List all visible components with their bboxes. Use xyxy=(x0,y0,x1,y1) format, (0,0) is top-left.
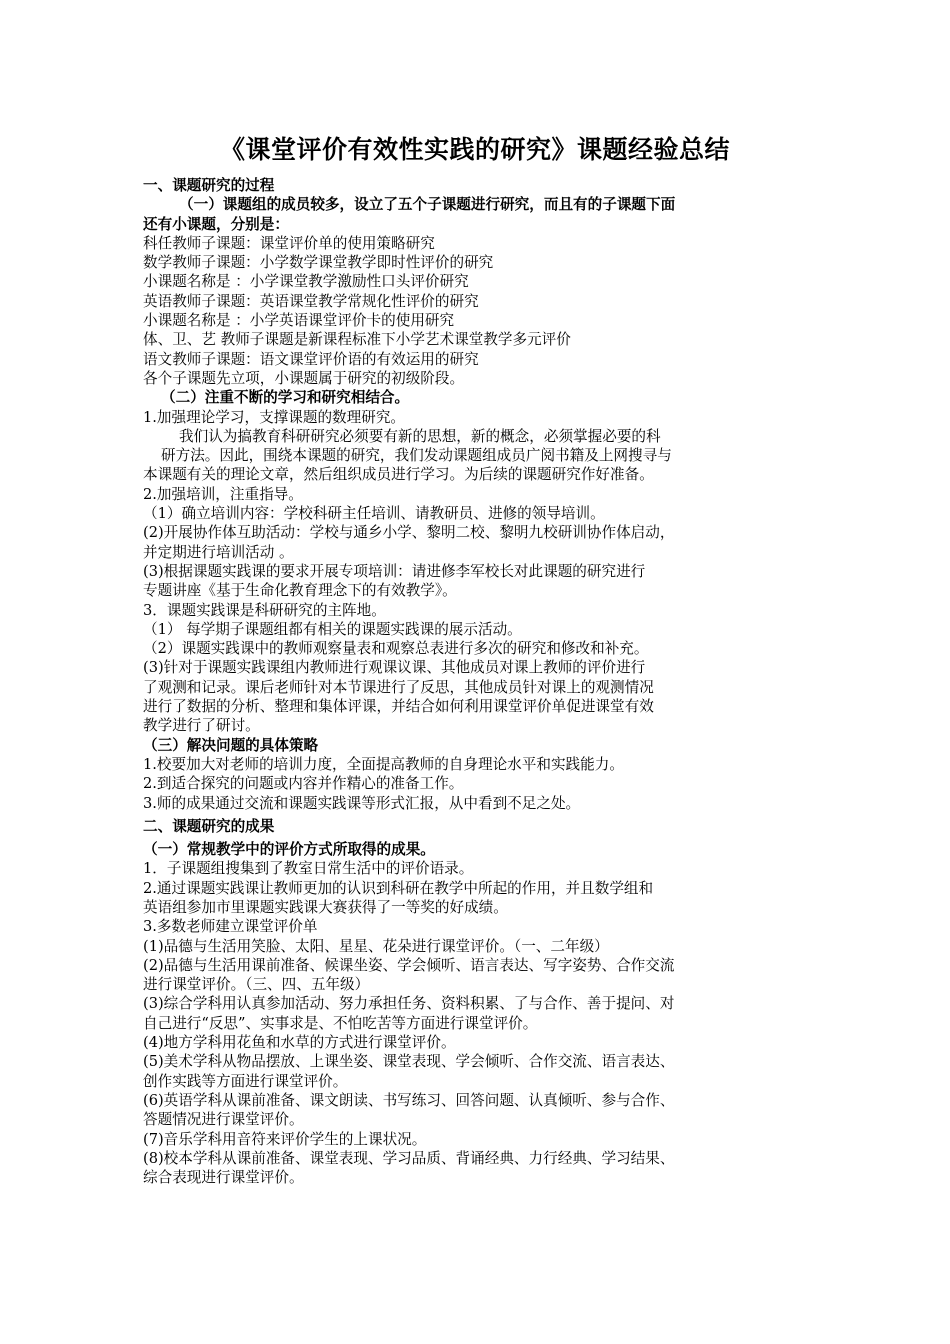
text-line: 我们认为搞教育科研研究必须要有新的思想，新的概念，必须掌握必要的科 xyxy=(179,427,661,445)
text-line: （1）确立培训内容：学校科研主任培训、请教研员、进修的领导培训。 xyxy=(143,505,605,523)
text-line: 语文教师子课题：语文课堂评价语的有效运用的研究 xyxy=(143,350,479,368)
text-line: 各个子课题先立项，小课题属于研究的初级阶段。 xyxy=(143,369,465,387)
section-heading: 二、课题研究的成果 xyxy=(143,817,275,835)
text-line: 3．课题实践课是科研研究的主阵地。 xyxy=(143,601,386,619)
text-line: (3)根据课题实践课的要求开展专项培训：请进修李军校长对此课题的研究进行 xyxy=(143,562,646,580)
text-line: (1)品德与生活用笑脸、太阳、星星、花朵进行课堂评价。（一、二年级） xyxy=(143,937,609,955)
text-line: 体、卫、艺 教师子课题是新课程标准下小学艺术课堂教学多元评价 xyxy=(143,331,571,349)
text-line: 1.校要加大对老师的培训力度，全面提高教师的自身理论水平和实践能力。 xyxy=(143,755,624,773)
text-line: （2）课题实践课中的教师观察量表和观察总表进行多次的研究和修改和补充。 xyxy=(143,640,649,658)
text-line: 综合表现进行课堂评价。 xyxy=(143,1169,304,1187)
document-body xyxy=(143,176,813,1187)
text-line: 了观测和记录。课后老师针对本节课进行了反思，其他成员针对课上的观测情况 xyxy=(143,678,654,696)
text-line: 小课题名称是 ：小学英语课堂评价卡的使用研究 xyxy=(143,312,455,330)
section-heading: 一、课题研究的过程 xyxy=(143,177,275,194)
text-line: 英语教师子课题：英语课堂教学常规化性评价的研究 xyxy=(143,292,479,310)
text-line: （1） 每学期子课题组都有相关的课题实践课的展示活动。 xyxy=(143,620,522,638)
text-line: 自己进行“反思”、实事求是、不怕吃苦等方面进行课堂评价。 xyxy=(143,1014,538,1032)
text-line: 数学教师子课题：小学数学课堂教学即时性评价的研究 xyxy=(143,254,494,272)
text-line: 专题讲座《基于生命化教育理念下的有效教学》。 xyxy=(143,582,457,600)
text-line: (3)针对于课题实践课组内教师进行观课议课、其他成员对课上教师的评价进行 xyxy=(143,659,646,677)
text-line: (3)综合学科用认真参加活动、努力承担任务、资料积累、了与合作、善于提问、对 xyxy=(143,995,675,1013)
text-line: 1.加强理论学习，支撑课题的数理研究。 xyxy=(143,408,406,426)
text-line: 进行课堂评价。（三、四、五年级） xyxy=(143,976,370,994)
text-line: 科任教师子课题：课堂评价单的使用策略研究 xyxy=(143,234,435,252)
text-line: 创作实践等方面进行课堂评价。 xyxy=(143,1072,348,1090)
text-line: 2.通过课题实践课让教师更加的认识到科研在教学中所起的作用，并且数学组和 xyxy=(143,879,654,897)
text-line: (5)美术学科从物品摆放、上课坐姿、课堂表现、学会倾听、合作交流、语言表达、 xyxy=(143,1053,675,1071)
text-line: (7)音乐学科用音符来评价学生的上课状况。 xyxy=(143,1130,427,1148)
text-line: 1．子课题组搜集到了教室日常生活中的评价语录。 xyxy=(143,860,474,878)
text-line: 研方法。因此，围绕本课题的研究，我们发动课题组成员广阅书籍及上网搜寻与 xyxy=(161,447,672,465)
text-line: (2)品德与生活用课前准备、候课坐姿、学会倾听、语言表达、写字姿势、合作交流 xyxy=(143,956,675,974)
text-line: 2.到适合探究的问题或内容并作精心的准备工作。 xyxy=(143,775,464,793)
document-title: 《课堂评价有效性实践的研究》课题经验总结 xyxy=(219,135,730,164)
text-line: 3.师的成果通过交流和课题实践课等形式汇报，从中看到不足之处。 xyxy=(143,794,581,812)
text-line: 小课题名称是 ：小学课堂教学激励性口头评价研究 xyxy=(143,273,469,291)
text-line: (2)开展协作体互助活动：学校与通乡小学、黎明二校、黎明九校研训协作体启动， xyxy=(143,524,675,542)
text-line: 英语组参加市里课题实践课大赛获得了一等奖的好成绩。 xyxy=(143,898,508,916)
section-heading: （三）解决问题的具体策略 xyxy=(143,736,319,754)
text-line: 教学进行了研讨。 xyxy=(143,717,260,735)
section-heading: （一）课题组的成员较多，设立了五个子课题进行研究，而且有的子课题下面 xyxy=(179,196,676,214)
text-line: 并定期进行培训活动 。 xyxy=(143,543,294,561)
text-line: 本课题有关的理论文章，然后组织成员进行学习。为后续的课题研究作好准备。 xyxy=(143,466,654,484)
text-line: 2.加强培训，注重指导。 xyxy=(143,485,303,503)
text-line: (6)英语学科从课前准备、课文朗读、书写练习、回答问题、认真倾听、参与合作、 xyxy=(143,1091,675,1109)
text-line: 3.多数老师建立课堂评价单 xyxy=(143,918,318,936)
text-line: (8)校本学科从课前准备、课堂表现、学习品质、背诵经典、力行经典、学习结果、 xyxy=(143,1149,675,1167)
section-heading: （二）注重不断的学习和研究相结合。 xyxy=(161,389,410,407)
section-heading: 还有小课题，分别是： xyxy=(143,215,289,233)
text-line: 答题情况进行课堂评价。 xyxy=(143,1111,304,1129)
text-line: 进行了数据的分析、整理和集体评课，并结合如何利用课堂评价单促进课堂有效 xyxy=(143,698,654,716)
section-heading: （一）常规教学中的评价方式所取得的成果。 xyxy=(143,841,435,859)
text-line: (4)地方学科用花鱼和水草的方式进行课堂评价。 xyxy=(143,1034,456,1052)
